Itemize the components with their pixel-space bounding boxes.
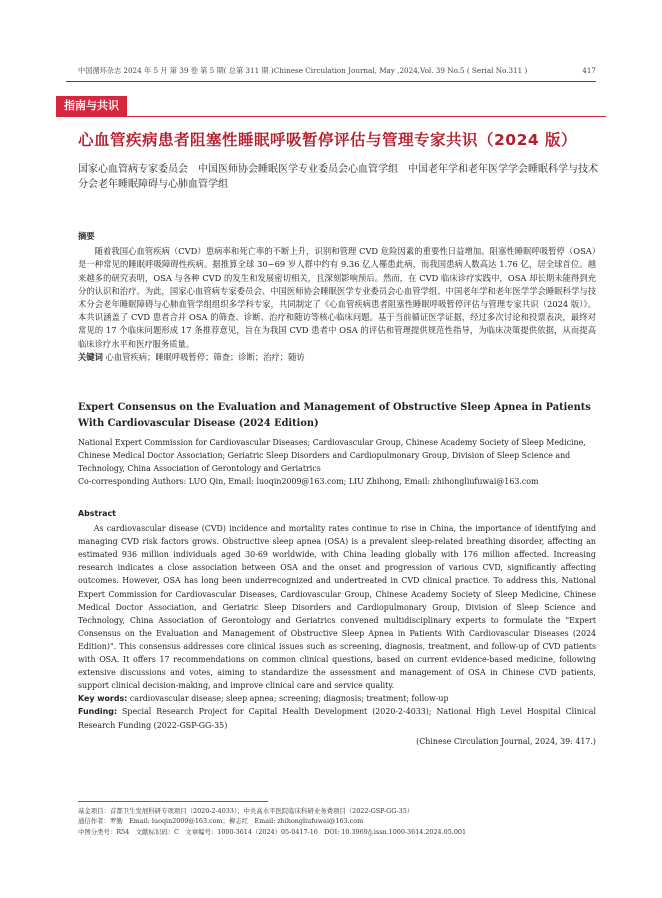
- footnote-classification: 中图分类号：R54 文献标识码：C 文章编号：1000-3614（2024）05-0417-16 DOI: 10.3969/j.issn.1000-3614.2024.05.001: [78, 827, 467, 836]
- funding-en-text: Special Research Project for Capital Health Development (2020-2-4033); National High Level Hospital Clinical Research Funding (2022-GSP-GG-35): [78, 707, 596, 730]
- header-divider: [66, 81, 596, 82]
- journal-line: 中国循环杂志 2024 年 5 月 第 39 卷 第 5 期( 总第 311 期 )Chinese Circulation Journal, May ,2024,Vol. 39 No.5 ( Serial No.311 ): [78, 66, 528, 75]
- footnote-fund: 基金项目：首都卫生发展科研专项项目（2020-2-4033）；中央高水平医院临床科研业务费项目（2022-GSP-GG-35）: [78, 807, 414, 815]
- funding-en: [78, 705, 596, 731]
- page-number: 417: [582, 66, 596, 75]
- title-cn: 心血管疾病患者阻塞性睡眠呼吸暂停评估与管理专家共识（2024 版）: [78, 131, 578, 149]
- keywords-en: [78, 692, 596, 705]
- keywords-en-label: Key words:: [78, 694, 128, 704]
- citation: (Chinese Circulation Journal, 2024, 39: 417.): [416, 736, 596, 746]
- abstract-cn-label: 摘要: [78, 231, 95, 241]
- corresponding-authors: Co-corresponding Authors: LUO Qin, Email: luoqin2009@163.com; LIU Zhihong, Email: zhihongliufuwai@163.com: [78, 477, 539, 486]
- keywords-cn-label: 关键词: [78, 351, 103, 362]
- abstract-cn: [78, 230, 596, 364]
- footnote-correspondence: 通信作者：罗勤 Email: luoqin2009@163.com；柳志红 Email: zhihongliufuwai@163.com: [78, 817, 364, 826]
- section-tag: 指南与共识: [56, 96, 127, 116]
- affiliations-text: National Expert Commission for Cardiovascular Diseases; Cardiovascular Group, Chinese Academy Society of Sleep Medicine, Chinese Medical Doctor Association; Geriatric Sleep Disorders and Cardiopulmonary Group, Division of Sleep Science and Technology, China Association of Gerontology and Geriatrics: [78, 438, 586, 473]
- section-divider: [56, 116, 606, 117]
- title-en: Expert Consensus on the Evaluation and Management of Obstructive Sleep Apnea in Patients With Cardiovascular Disease (2024 Edition): [78, 402, 591, 429]
- authors-cn: 国家心血管病专家委员会 中国医师协会睡眠医学专业委员会心血管学组 中国老年学和老年医学学会睡眠科学与技术分会老年睡眠障碍与心肺血管学组: [78, 164, 598, 190]
- affiliations-en: [78, 436, 596, 488]
- keywords-cn: [78, 351, 596, 364]
- running-header: [78, 66, 596, 76]
- abstract-en: [78, 507, 596, 748]
- footnotes: [78, 806, 596, 837]
- footnote-divider: [78, 801, 268, 802]
- abstract-en-label: Abstract: [78, 509, 116, 518]
- keywords-cn-text: 心血管疾病；睡眠呼吸暂停；筛查；诊断；治疗；随访: [105, 351, 305, 362]
- keywords-en-text: cardiovascular disease; sleep apnea; screening; diagnosis; treatment; follow-up: [129, 694, 449, 704]
- funding-en-label: Funding:: [78, 707, 118, 717]
- abstract-cn-text: 随着我国心血管疾病（CVD）患病率和死亡率的不断上升，识别和管理 CVD 危险因素的重要性日益增加。阻塞性睡眠呼吸暂停（OSA）是一种常见的睡眠呼吸障碍性疾病。据推算全球 30~69 岁人群中约有 9.36 亿人罹患此病，而我国患病人数高达 1.76 亿，居全球首位。越来越多的研究表明，OSA 与各种 CVD 的发生和发展密切相关，且深刻影响预后。然而，在 CVD 临床诊疗实践中，OSA 却长期未能得到充分的认识和治疗。为此，国家心血管病专家委员会、中国医师协会睡眠医学专业委员会心血管学组、中国老年学和老年医学学会睡眠科学与技术分会老年睡眠障碍与心肺血管学组组织多学科专家，共同制定了《心血管疾病患者阻塞性睡眠呼吸暂停评估与管理专家共识（2024 版）》。本共识涵盖了 CVD 患者合并 OSA 的筛查、诊断、治疗和随访等核心临床问题。基于当前循证医学证据，经过多次讨论和投票表决，最终对常见的 17 个临床问题形成 17 条推荐意见，旨在为我国 CVD 患者中 OSA 的评估和管理提供规范性指导，为临床决策提供依据，从而提高临床诊疗水平和医疗服务质量。: [78, 246, 596, 349]
- abstract-en-text: As cardiovascular disease (CVD) incidence and mortality rates continue to rise in China, the importance of identifying and managing CVD risk factors grows. Obstructive sleep apnea (OSA) is a prevalent sleep-related breathing disorder, affecting an estimated 936 million individuals aged 30-69 worldwide, with China leading globally with 176 million affected. Increasing research indicates a close association between OSA and the onset and progression of various CVD, significantly affecting outcomes. However, OSA has long been underrecognized and undertreated in CVD clinical practice. To address this, National Expert Commission for Cardiovascular Diseases, Cardiovascular Group, Chinese Academy Society of Sleep Medicine, Chinese Medical Doctor Association, and Geriatric Sleep Disorders and Cardiopulmonary Group, Division of Sleep Science and Technology, China Association of Gerontology and Geriatrics convened multidisciplinary experts to formulate the "Expert Consensus on the Evaluation and Management of Obstructive Sleep Apnea in Patients With Cardiovascular Diseases (2024 Edition)". This consensus addresses core clinical issues such as screening, diagnosis, treatment, and follow-up of CVD patients with OSA. It offers 17 recommendations on common clinical questions, based on current evidence-based medicine, following extensive discussions and votes, aiming to standardize the assessment and management of OSA in Chinese CVD patients, support clinical decision-making, and improve clinical care and service quality.: [78, 524, 596, 691]
